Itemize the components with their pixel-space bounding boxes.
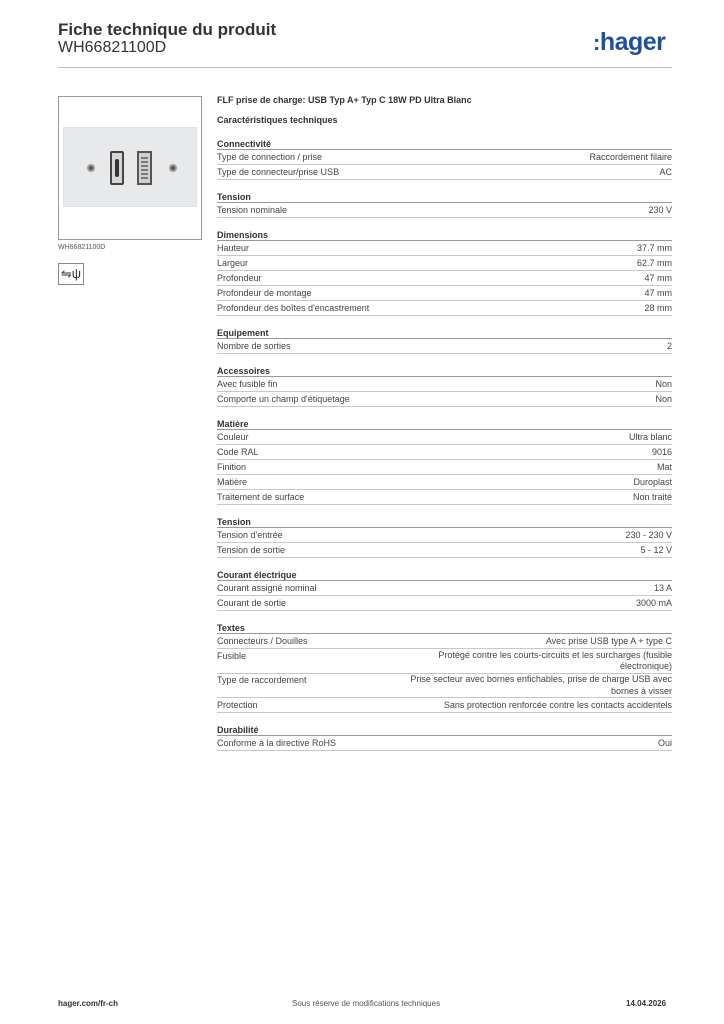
spec-row (217, 377, 672, 392)
spec-row (217, 286, 672, 301)
product-image (58, 96, 202, 240)
spec-label: Protection (217, 699, 258, 710)
spec-label: Tension d'entrée (217, 529, 283, 540)
spec-section (217, 418, 672, 505)
screw-left (87, 164, 95, 172)
spec-row (217, 674, 672, 699)
spec-value: 2 (666, 340, 672, 351)
spec-value: 47 mm (644, 272, 672, 283)
spec-label: Nombre de sorties (217, 340, 291, 351)
spec-row (217, 475, 672, 490)
spec-value: Raccordement filaire (589, 151, 672, 162)
socket-plate (63, 127, 197, 207)
spec-value: Oui (657, 737, 672, 748)
spec-label: Matière (217, 476, 248, 487)
spec-row (217, 528, 672, 543)
spec-label: Courant de sortie (217, 597, 287, 608)
section-title: Textes (217, 622, 672, 634)
image-caption: WH66821100D (58, 244, 106, 251)
spec-value: Ultra blanc (628, 431, 672, 442)
characteristics-title: Caractéristiques techniques (217, 115, 338, 125)
section-title: Tension (217, 516, 672, 528)
spec-section (217, 516, 672, 558)
spec-label: Largeur (217, 257, 249, 268)
spec-section (217, 327, 672, 354)
spec-label: Hauteur (217, 242, 250, 253)
hager-logo[interactable] (593, 28, 665, 57)
spec-section (217, 622, 672, 713)
spec-row (217, 271, 672, 286)
spec-row (217, 736, 672, 751)
footer-date: 14.04.2026 (626, 999, 667, 1008)
product-code: WH66821100D (58, 39, 167, 56)
spec-row (217, 581, 672, 596)
product-name: FLF prise de charge: USB Typ A+ Typ C 18W PD Ultra Blanc (217, 95, 472, 105)
spec-row (217, 256, 672, 271)
spec-section (217, 569, 672, 611)
spec-content (217, 95, 672, 751)
spec-row (217, 634, 672, 649)
spec-row (217, 543, 672, 558)
spec-label: Type de connecteur/prise USB (217, 166, 340, 177)
section-title: Durabilité (217, 724, 672, 736)
spec-value: Sans protection renforcée contre les contacts accidentels (443, 699, 672, 710)
section-title: Matière (217, 418, 672, 430)
spec-label: Profondeur de montage (217, 287, 312, 298)
spec-label: Avec fusible fin (217, 378, 278, 389)
spec-label: Profondeur des boîtes d'encastrement (217, 302, 370, 313)
header-divider (58, 67, 672, 68)
spec-value: 13 A (653, 582, 672, 593)
spec-value: 230 V (648, 204, 672, 215)
spec-section (217, 229, 672, 316)
spec-label: Type de connection / prise (217, 151, 323, 162)
footer-disclaimer: Sous réserve de modifications techniques (292, 999, 441, 1008)
footer-website[interactable]: hager.com/fr-ch (58, 999, 119, 1008)
spec-label: Courant assigné nominal (217, 582, 317, 593)
spec-label: Code RAL (217, 446, 259, 457)
spec-label: Fusible (217, 650, 247, 661)
spec-section (217, 724, 672, 751)
spec-value: Non traité (632, 491, 672, 502)
spec-value: 3000 mA (635, 597, 672, 608)
spec-value: 37.7 mm (636, 242, 672, 253)
spec-row (217, 430, 672, 445)
logo-text: hager (599, 28, 666, 56)
spec-value: 62.7 mm (636, 257, 672, 268)
usb-icon: ⇋ψ (58, 263, 84, 285)
spec-row (217, 150, 672, 165)
section-title: Equipement (217, 327, 672, 339)
spec-row (217, 649, 672, 674)
spec-value: 230 - 230 V (625, 529, 672, 540)
spec-row (217, 203, 672, 218)
page-title: Fiche technique du produit (58, 20, 277, 39)
screw-right (169, 164, 177, 172)
spec-row (217, 165, 672, 180)
spec-row (217, 490, 672, 505)
section-title: Connectivité (217, 138, 672, 150)
spec-label: Tension nominale (217, 204, 288, 215)
spec-label: Traitement de surface (217, 491, 305, 502)
spec-section (217, 191, 672, 218)
spec-section (217, 365, 672, 407)
spec-value: Duroplast (633, 476, 672, 487)
spec-label: Profondeur (217, 272, 262, 283)
spec-value: Protégé contre les courts-circuits et les surcharges (fusible électronique) (438, 649, 672, 671)
spec-row (217, 241, 672, 256)
spec-label: Type de raccordement (217, 675, 307, 685)
section-title: Accessoires (217, 365, 672, 377)
spec-row (217, 445, 672, 460)
spec-row (217, 301, 672, 316)
spec-row (217, 596, 672, 611)
spec-value: 9016 (651, 446, 672, 457)
spec-row (217, 460, 672, 475)
spec-label: Comporte un champ d'étiquetage (217, 393, 350, 404)
spec-value: 5 - 12 V (640, 544, 672, 555)
spec-value: 28 mm (644, 302, 672, 313)
usb-a-port (137, 151, 152, 185)
spec-row (217, 339, 672, 354)
spec-label: Connecteurs / Douilles (217, 635, 308, 646)
spec-value: 47 mm (644, 287, 672, 298)
spec-label: Finition (217, 461, 247, 472)
spec-section (217, 138, 672, 180)
logo-prefix: : (593, 30, 600, 55)
spec-value: Non (655, 378, 672, 389)
spec-value: Non (655, 393, 672, 404)
spec-value: Mat (656, 461, 672, 472)
spec-label: Tension de sortie (217, 544, 286, 555)
spec-value: AC (659, 166, 672, 177)
spec-value: Prise secteur avec bornes enfichables, prise de charge USB avec bornes à visser (410, 674, 672, 696)
spec-row (217, 698, 672, 713)
spec-sections (217, 138, 672, 751)
spec-label: Couleur (217, 431, 249, 442)
spec-label: Conforme à la directive RoHS (217, 737, 337, 748)
section-title: Dimensions (217, 229, 672, 241)
spec-row (217, 392, 672, 407)
section-title: Courant électrique (217, 569, 672, 581)
section-title: Tension (217, 191, 672, 203)
spec-value: Avec prise USB type A + type C (545, 635, 672, 646)
usb-c-port (110, 151, 124, 185)
